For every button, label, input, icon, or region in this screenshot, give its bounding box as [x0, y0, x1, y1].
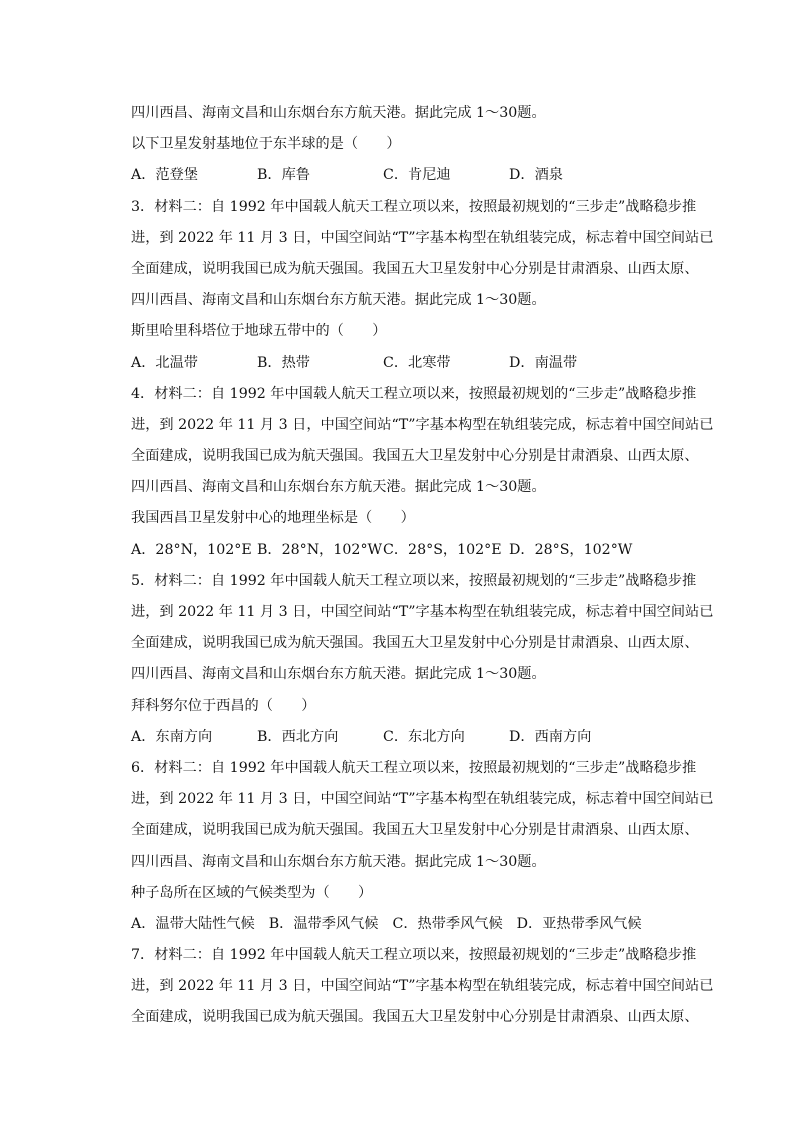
material-line: 全面建成，说明我国已成为航天强国。我国五大卫星发射中心分别是甘肃酒泉、山西太原、	[131, 260, 699, 277]
option-b: B．28°N，102°W	[257, 541, 383, 558]
question-number: 5．	[131, 572, 155, 589]
option-c: C．热带季风气候	[392, 915, 503, 932]
option-a: A．北温带	[131, 354, 198, 371]
option-b: B．库鲁	[257, 167, 310, 184]
material-line: 全面建成，说明我国已成为航天强国。我国五大卫星发射中心分别是甘肃酒泉、山西太原、	[131, 822, 699, 839]
option-c: C．28°S，102°E	[383, 541, 502, 558]
material-line: 全面建成，说明我国已成为航天强国。我国五大卫星发射中心分别是甘肃酒泉、山西太原、	[131, 635, 699, 652]
option-c: C．肯尼迪	[383, 167, 451, 184]
material-line: 四川西昌、海南文昌和山东烟台东方航天港。据此完成 1～30题。	[131, 479, 546, 496]
material-line: 7．材料二：自 1992 年中国载人航天工程立项以来，按照最初规划的“三步走”战略稳步推	[131, 947, 697, 964]
material-line: 进，到 2022 年 11 月 3 日，中国空间站“T”字基本构型在轨组装完成，标志着中国空间站已	[131, 416, 714, 433]
question-stem: 种子岛所在区域的气候类型为（ ）	[131, 884, 373, 901]
option-a: A．东南方向	[131, 728, 213, 745]
material-line: 四川西昌、海南文昌和山东烟台东方航天港。据此完成 1～30题。	[131, 853, 546, 870]
answer-options	[131, 160, 696, 191]
option-a: A．温带大陆性气候	[131, 915, 255, 932]
question-number: 7．	[131, 947, 155, 964]
question-number: 4．	[131, 385, 155, 402]
option-c: C．北寒带	[383, 354, 451, 371]
question-stem: 拜科努尔位于西昌的（ ）	[131, 697, 316, 714]
material-line: 四川西昌、海南文昌和山东烟台东方航天港。据此完成 1～30题。	[131, 292, 546, 309]
question-stem: 我国西昌卫星发射中心的地理坐标是（ ）	[131, 510, 415, 527]
option-a: A．28°N，102°E	[131, 541, 252, 558]
material-continuation-line: 四川西昌、海南文昌和山东烟台东方航天港。据此完成 1～30题。	[131, 105, 546, 121]
option-a: A．范登堡	[131, 167, 198, 184]
option-d: D．西南方向	[509, 728, 592, 745]
material-line: 6．材料二：自 1992 年中国载人航天工程立项以来，按照最初规划的“三步走”战略稳步推	[131, 759, 697, 776]
option-d: D．28°S，102°W	[509, 541, 633, 558]
material-line: 3．材料二：自 1992 年中国载人航天工程立项以来，按照最初规划的“三步走”战略稳步推	[131, 198, 697, 215]
option-b: B．热带	[257, 354, 310, 371]
option-d: D．酒泉	[509, 167, 563, 184]
option-b: B．西北方向	[257, 728, 339, 745]
material-line: 进，到 2022 年 11 月 3 日，中国空间站“T”字基本构型在轨组装完成，标志着中国空间站已	[131, 978, 714, 995]
material-line: 4．材料二：自 1992 年中国载人航天工程立项以来，按照最初规划的“三步走”战略稳步推	[131, 385, 697, 402]
question-stem: 斯里哈里科塔位于地球五带中的（ ）	[131, 323, 387, 340]
material-line: 进，到 2022 年 11 月 3 日，中国空间站“T”字基本构型在轨组装完成，标志着中国空间站已	[131, 791, 714, 808]
option-c: C．东北方向	[383, 728, 465, 745]
question-stem: 以下卫星发射基地位于东半球的是（ ）	[131, 136, 401, 153]
material-line: 5．材料二：自 1992 年中国载人航天工程立项以来，按照最初规划的“三步走”战略稳步推	[131, 572, 697, 589]
material-line: 全面建成，说明我国已成为航天强国。我国五大卫星发射中心分别是甘肃酒泉、山西太原、	[131, 448, 699, 465]
material-line: 进，到 2022 年 11 月 3 日，中国空间站“T”字基本构型在轨组装完成，标志着中国空间站已	[131, 604, 714, 620]
answer-options	[131, 722, 696, 753]
option-d: D．南温带	[509, 354, 578, 371]
material-line: 全面建成，说明我国已成为航天强国。我国五大卫星发射中心分别是甘肃酒泉、山西太原、	[131, 1009, 699, 1026]
material-line: 进，到 2022 年 11 月 3 日，中国空间站“T”字基本构型在轨组装完成，标志着中国空间站已	[131, 229, 714, 246]
question-number: 6．	[131, 759, 155, 776]
answer-options	[131, 909, 696, 940]
option-d: D．亚热带季风气候	[516, 915, 642, 932]
option-b: B．温带季风气候	[268, 915, 379, 932]
question-number: 3．	[131, 198, 155, 215]
material-line: 四川西昌、海南文昌和山东烟台东方航天港。据此完成 1～30题。	[131, 666, 546, 683]
answer-options	[131, 535, 696, 566]
answer-options	[131, 348, 696, 379]
page-content	[131, 98, 714, 1034]
